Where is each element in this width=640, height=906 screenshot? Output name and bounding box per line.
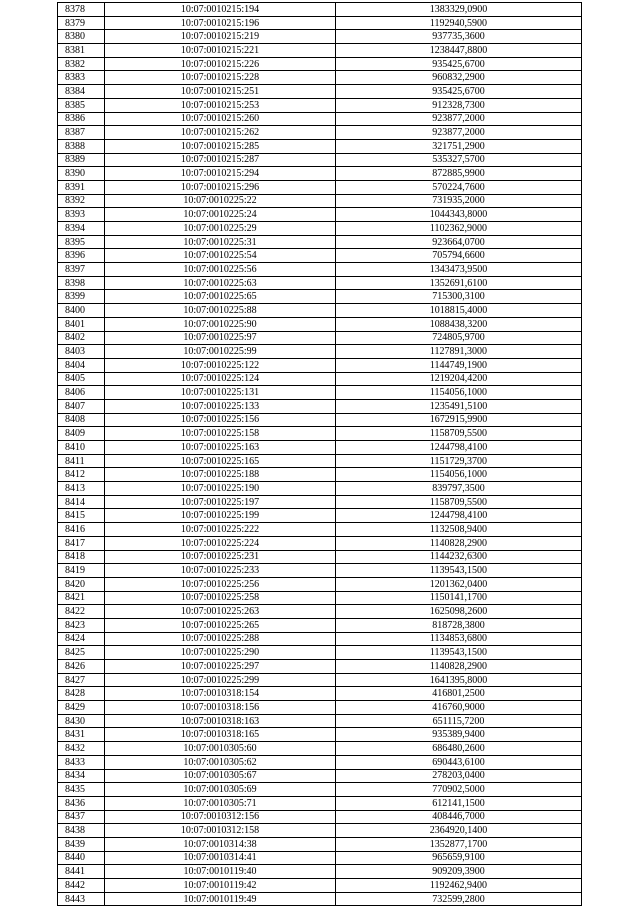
row-number-cell: 8431 [58,728,105,742]
row-number-cell: 8441 [58,865,105,879]
cadastral-number-cell: 10:07:0010225:124 [105,372,336,386]
row-number-cell: 8425 [58,646,105,660]
value-cell: 321751,2900 [336,139,582,153]
table-row [58,372,582,386]
cadastral-number-cell: 10:07:0010225:299 [105,673,336,687]
cadastral-number-cell: 10:07:0010225:163 [105,441,336,455]
value-cell: 724805,9700 [336,331,582,345]
table-row [58,495,582,509]
table-row [58,290,582,304]
row-number-cell: 8411 [58,454,105,468]
cadastral-number-cell: 10:07:0010225:131 [105,386,336,400]
row-number-cell: 8443 [58,892,105,906]
table-row [58,71,582,85]
table-row [58,714,582,728]
cadastral-number-cell: 10:07:0010225:90 [105,317,336,331]
row-number-cell: 8417 [58,536,105,550]
table-row [58,358,582,372]
cadastral-number-cell: 10:07:0010225:233 [105,564,336,578]
value-cell: 1238447,8800 [336,44,582,58]
value-cell: 686480,2600 [336,742,582,756]
table-row [58,564,582,578]
row-number-cell: 8413 [58,482,105,496]
table-row [58,331,582,345]
table-row [58,454,582,468]
row-number-cell: 8390 [58,167,105,181]
cadastral-number-cell: 10:07:0010215:260 [105,112,336,126]
cadastral-number-cell: 10:07:0010215:253 [105,98,336,112]
table-row [58,755,582,769]
row-number-cell: 8437 [58,810,105,824]
value-cell: 839797,3500 [336,482,582,496]
row-number-cell: 8387 [58,126,105,140]
row-number-cell: 8435 [58,783,105,797]
value-cell: 965659,9100 [336,851,582,865]
row-number-cell: 8395 [58,235,105,249]
value-cell: 1132508,9400 [336,523,582,537]
row-number-cell: 8392 [58,194,105,208]
cadastral-number-cell: 10:07:0010225:24 [105,208,336,222]
value-cell: 1625098,2600 [336,605,582,619]
row-number-cell: 8386 [58,112,105,126]
table-row [58,591,582,605]
table-row [58,126,582,140]
row-number-cell: 8424 [58,632,105,646]
table-row [58,892,582,906]
table-row [58,441,582,455]
cadastral-number-cell: 10:07:0010225:99 [105,345,336,359]
row-number-cell: 8442 [58,879,105,893]
cadastral-number-cell: 10:07:0010225:97 [105,331,336,345]
cadastral-number-cell: 10:07:0010215:221 [105,44,336,58]
value-cell: 1154056,1000 [336,468,582,482]
row-number-cell: 8409 [58,427,105,441]
value-cell: 1139543,1500 [336,564,582,578]
value-cell: 705794,6600 [336,249,582,263]
cadastral-number-cell: 10:07:0010225:188 [105,468,336,482]
table-row [58,879,582,893]
value-cell: 1158709,5500 [336,495,582,509]
table-row [58,673,582,687]
value-cell: 2364920,1400 [336,824,582,838]
value-cell: 1018815,4000 [336,304,582,318]
value-cell: 1352691,6100 [336,276,582,290]
value-cell: 909209,3900 [336,865,582,879]
row-number-cell: 8419 [58,564,105,578]
cadastral-number-cell: 10:07:0010318:156 [105,701,336,715]
row-number-cell: 8436 [58,796,105,810]
row-number-cell: 8405 [58,372,105,386]
cadastral-number-cell: 10:07:0010215:262 [105,126,336,140]
value-cell: 818728,3800 [336,618,582,632]
cadastral-number-cell: 10:07:0010305:62 [105,755,336,769]
value-cell: 1201362,0400 [336,577,582,591]
row-number-cell: 8391 [58,180,105,194]
table-row [58,632,582,646]
row-number-cell: 8432 [58,742,105,756]
value-cell: 1158709,5500 [336,427,582,441]
row-number-cell: 8407 [58,399,105,413]
cadastral-number-cell: 10:07:0010119:40 [105,865,336,879]
cadastral-number-cell: 10:07:0010305:67 [105,769,336,783]
value-cell: 1352877,1700 [336,837,582,851]
value-cell: 1235491,5100 [336,399,582,413]
cadastral-number-cell: 10:07:0010225:63 [105,276,336,290]
row-number-cell: 8378 [58,3,105,17]
cadastral-number-cell: 10:07:0010305:69 [105,783,336,797]
row-number-cell: 8439 [58,837,105,851]
table-row [58,646,582,660]
value-cell: 1244798,4100 [336,509,582,523]
value-cell: 923877,2000 [336,112,582,126]
cadastral-number-cell: 10:07:0010215:226 [105,57,336,71]
cadastral-number-cell: 10:07:0010225:88 [105,304,336,318]
cadastral-number-cell: 10:07:0010225:197 [105,495,336,509]
row-number-cell: 8389 [58,153,105,167]
value-cell: 960832,2900 [336,71,582,85]
table-row [58,139,582,153]
row-number-cell: 8440 [58,851,105,865]
row-number-cell: 8406 [58,386,105,400]
table-row [58,550,582,564]
row-number-cell: 8397 [58,263,105,277]
cadastral-number-cell: 10:07:0010314:41 [105,851,336,865]
table-body [58,3,582,906]
value-cell: 612141,1500 [336,796,582,810]
value-cell: 935389,9400 [336,728,582,742]
row-number-cell: 8403 [58,345,105,359]
table-row [58,618,582,632]
value-cell: 935425,6700 [336,57,582,71]
row-number-cell: 8428 [58,687,105,701]
cadastral-number-cell: 10:07:0010314:38 [105,837,336,851]
table-row [58,345,582,359]
cadastral-number-cell: 10:07:0010215:296 [105,180,336,194]
value-cell: 1102362,9000 [336,222,582,236]
cadastral-number-cell: 10:07:0010305:71 [105,796,336,810]
value-cell: 1672915,9900 [336,413,582,427]
value-cell: 872885,9900 [336,167,582,181]
table-row [58,660,582,674]
cadastral-number-cell: 10:07:0010119:49 [105,892,336,906]
row-number-cell: 8379 [58,16,105,30]
value-cell: 416760,9000 [336,701,582,715]
table-row [58,796,582,810]
value-cell: 1140828,2900 [336,536,582,550]
cadastral-number-cell: 10:07:0010215:228 [105,71,336,85]
value-cell: 715300,3100 [336,290,582,304]
table-row [58,16,582,30]
row-number-cell: 8423 [58,618,105,632]
cadastral-number-cell: 10:07:0010225:65 [105,290,336,304]
value-cell: 1127891,3000 [336,345,582,359]
value-cell: 1044343,8000 [336,208,582,222]
cadastral-number-cell: 10:07:0010215:196 [105,16,336,30]
table-row [58,509,582,523]
table-row [58,523,582,537]
table-row [58,180,582,194]
row-number-cell: 8399 [58,290,105,304]
table-row [58,304,582,318]
value-cell: 416801,2500 [336,687,582,701]
table-row [58,44,582,58]
cadastral-number-cell: 10:07:0010215:194 [105,3,336,17]
value-cell: 923664,0700 [336,235,582,249]
value-cell: 1134853,6800 [336,632,582,646]
row-number-cell: 8398 [58,276,105,290]
cadastral-number-cell: 10:07:0010215:219 [105,30,336,44]
value-cell: 1144232,6300 [336,550,582,564]
value-cell: 912328,7300 [336,98,582,112]
cadastral-number-cell: 10:07:0010119:42 [105,879,336,893]
row-number-cell: 8394 [58,222,105,236]
row-number-cell: 8415 [58,509,105,523]
value-cell: 937735,3600 [336,30,582,44]
table-row [58,30,582,44]
cadastral-number-cell: 10:07:0010312:156 [105,810,336,824]
row-number-cell: 8427 [58,673,105,687]
value-cell: 1343473,9500 [336,263,582,277]
value-cell: 1139543,1500 [336,646,582,660]
value-cell: 1192462,9400 [336,879,582,893]
value-cell: 690443,6100 [336,755,582,769]
table-row [58,577,582,591]
table-row [58,399,582,413]
row-number-cell: 8383 [58,71,105,85]
row-number-cell: 8396 [58,249,105,263]
cadastral-number-cell: 10:07:0010225:156 [105,413,336,427]
table-row [58,194,582,208]
row-number-cell: 8433 [58,755,105,769]
table-row [58,810,582,824]
table-row [58,824,582,838]
cadastral-number-cell: 10:07:0010225:158 [105,427,336,441]
table-row [58,701,582,715]
table-row [58,728,582,742]
value-cell: 1192940,5900 [336,16,582,30]
table-row [58,57,582,71]
row-number-cell: 8381 [58,44,105,58]
cadastral-number-cell: 10:07:0010215:287 [105,153,336,167]
table-row [58,742,582,756]
table-row [58,153,582,167]
row-number-cell: 8385 [58,98,105,112]
table-row [58,482,582,496]
row-number-cell: 8426 [58,660,105,674]
row-number-cell: 8414 [58,495,105,509]
table-row [58,208,582,222]
row-number-cell: 8434 [58,769,105,783]
table-row [58,687,582,701]
cadastral-number-cell: 10:07:0010225:297 [105,660,336,674]
cadastral-number-cell: 10:07:0010318:163 [105,714,336,728]
table-row [58,769,582,783]
row-number-cell: 8400 [58,304,105,318]
value-cell: 1154056,1000 [336,386,582,400]
cadastral-number-cell: 10:07:0010225:56 [105,263,336,277]
row-number-cell: 8422 [58,605,105,619]
cadastral-number-cell: 10:07:0010312:158 [105,824,336,838]
cadastral-number-cell: 10:07:0010225:165 [105,454,336,468]
row-number-cell: 8416 [58,523,105,537]
table-row [58,3,582,17]
row-number-cell: 8384 [58,85,105,99]
row-number-cell: 8388 [58,139,105,153]
table-row [58,536,582,550]
cadastral-number-cell: 10:07:0010225:31 [105,235,336,249]
table-row [58,837,582,851]
table-row [58,851,582,865]
table-row [58,222,582,236]
value-cell: 1641395,8000 [336,673,582,687]
table-row [58,865,582,879]
table-row [58,167,582,181]
value-cell: 651115,7200 [336,714,582,728]
value-cell: 732599,2800 [336,892,582,906]
cadastral-number-cell: 10:07:0010225:222 [105,523,336,537]
value-cell: 1140828,2900 [336,660,582,674]
row-number-cell: 8421 [58,591,105,605]
value-cell: 1151729,3700 [336,454,582,468]
table-row [58,468,582,482]
row-number-cell: 8393 [58,208,105,222]
row-number-cell: 8410 [58,441,105,455]
row-number-cell: 8418 [58,550,105,564]
data-table [57,2,582,906]
row-number-cell: 8408 [58,413,105,427]
table-row [58,317,582,331]
cadastral-number-cell: 10:07:0010225:290 [105,646,336,660]
cadastral-number-cell: 10:07:0010225:54 [105,249,336,263]
table-row [58,276,582,290]
cadastral-number-cell: 10:07:0010225:288 [105,632,336,646]
value-cell: 923877,2000 [336,126,582,140]
value-cell: 1219204,4200 [336,372,582,386]
value-cell: 535327,5700 [336,153,582,167]
value-cell: 770902,5000 [336,783,582,797]
cadastral-number-cell: 10:07:0010225:22 [105,194,336,208]
cadastral-number-cell: 10:07:0010215:294 [105,167,336,181]
cadastral-number-cell: 10:07:0010225:29 [105,222,336,236]
value-cell: 1144749,1900 [336,358,582,372]
table-row [58,427,582,441]
row-number-cell: 8382 [58,57,105,71]
cadastral-number-cell: 10:07:0010225:190 [105,482,336,496]
table-row [58,783,582,797]
cadastral-number-cell: 10:07:0010305:60 [105,742,336,756]
value-cell: 731935,2000 [336,194,582,208]
row-number-cell: 8420 [58,577,105,591]
cadastral-number-cell: 10:07:0010215:285 [105,139,336,153]
table-row [58,249,582,263]
value-cell: 935425,6700 [336,85,582,99]
value-cell: 408446,7000 [336,810,582,824]
row-number-cell: 8438 [58,824,105,838]
cadastral-number-cell: 10:07:0010225:133 [105,399,336,413]
table-row [58,85,582,99]
cadastral-number-cell: 10:07:0010225:122 [105,358,336,372]
cadastral-number-cell: 10:07:0010225:265 [105,618,336,632]
cadastral-number-cell: 10:07:0010225:199 [105,509,336,523]
value-cell: 570224,7600 [336,180,582,194]
value-cell: 278203,0400 [336,769,582,783]
value-cell: 1244798,4100 [336,441,582,455]
cadastral-number-cell: 10:07:0010225:224 [105,536,336,550]
value-cell: 1088438,3200 [336,317,582,331]
cadastral-number-cell: 10:07:0010225:231 [105,550,336,564]
cadastral-number-cell: 10:07:0010225:263 [105,605,336,619]
cadastral-number-cell: 10:07:0010215:251 [105,85,336,99]
row-number-cell: 8412 [58,468,105,482]
cadastral-number-cell: 10:07:0010318:165 [105,728,336,742]
table-row [58,386,582,400]
table-row [58,235,582,249]
row-number-cell: 8401 [58,317,105,331]
cadastral-number-cell: 10:07:0010318:154 [105,687,336,701]
row-number-cell: 8429 [58,701,105,715]
cadastral-number-cell: 10:07:0010225:256 [105,577,336,591]
row-number-cell: 8404 [58,358,105,372]
table-row [58,263,582,277]
row-number-cell: 8402 [58,331,105,345]
table-row [58,98,582,112]
row-number-cell: 8430 [58,714,105,728]
table-row [58,112,582,126]
table-row [58,605,582,619]
table-row [58,413,582,427]
value-cell: 1150141,1700 [336,591,582,605]
value-cell: 1383329,0900 [336,3,582,17]
cadastral-number-cell: 10:07:0010225:258 [105,591,336,605]
row-number-cell: 8380 [58,30,105,44]
